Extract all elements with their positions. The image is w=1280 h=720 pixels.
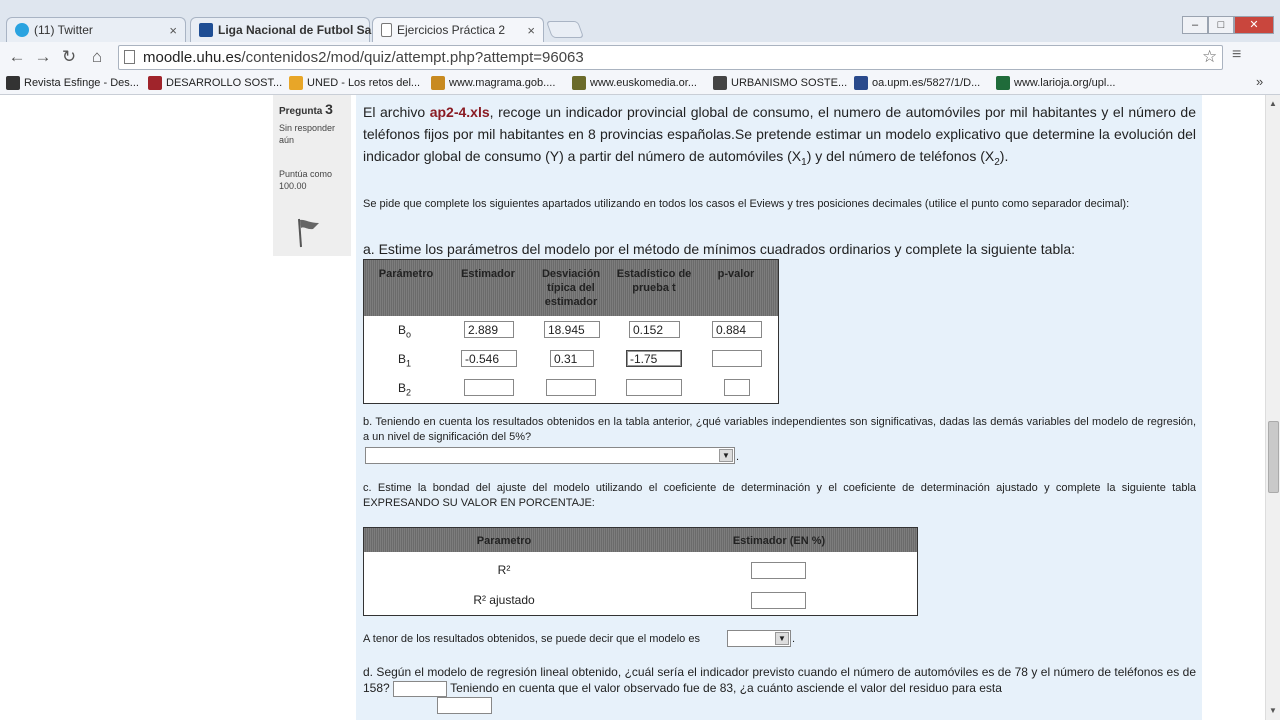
b1-estimador-input[interactable] [461, 350, 517, 367]
bookmark-label: www.larioja.org/upl... [1014, 77, 1116, 89]
bookmark-item[interactable] [854, 76, 980, 90]
football-site-icon [199, 23, 213, 37]
predicted-value-input[interactable] [393, 681, 447, 697]
bookmark-star-icon[interactable]: ☆ [1202, 47, 1218, 66]
file-link[interactable]: ap2-4.xls [429, 104, 490, 120]
bookmark-label: DESARROLLO SOST... [166, 77, 283, 89]
bookmark-favicon-icon [6, 76, 20, 90]
bookmark-favicon-icon [854, 76, 868, 90]
home-icon[interactable]: ⌂ [91, 47, 103, 66]
bookmark-item[interactable] [431, 76, 555, 90]
bookmark-favicon-icon [289, 76, 303, 90]
parameters-table [363, 259, 779, 404]
close-window-button[interactable]: ✕ [1234, 16, 1274, 34]
twitter-icon [15, 23, 29, 37]
b2-estimador-input[interactable] [464, 379, 514, 396]
row-label: R² [497, 563, 511, 577]
b0-pvalor-input[interactable] [712, 321, 762, 338]
bookmark-item[interactable] [6, 76, 139, 90]
tab-liga-futbol[interactable] [190, 17, 370, 42]
chevron-down-icon: ▼ [719, 449, 733, 462]
period-text: . [792, 633, 796, 645]
tab-strip [0, 0, 1280, 42]
address-bar[interactable] [118, 45, 1223, 70]
scroll-thumb[interactable] [1268, 421, 1279, 493]
page-info-icon[interactable] [124, 50, 135, 64]
new-tab-button[interactable] [546, 21, 584, 38]
bookmark-label: www.magrama.gob.... [449, 77, 556, 89]
close-tab-icon[interactable]: × [527, 22, 535, 38]
residual-input[interactable] [437, 697, 492, 714]
column-header: Desviación típica del estimador [541, 268, 601, 308]
bookmark-label: www.euskomedia.or... [590, 77, 697, 89]
goodness-of-fit-table [363, 527, 918, 616]
page-content [0, 95, 1265, 720]
b1-pvalor-input[interactable] [712, 350, 762, 367]
bookmark-label: oa.upm.es/5827/1/D... [872, 77, 981, 89]
column-header: p-valor [717, 268, 755, 280]
maximize-button[interactable]: □ [1208, 16, 1234, 34]
b1-t-input[interactable] [626, 350, 682, 367]
part-a-text: a. Estime los parámetros del modelo por el método de mínimos cuadrados ordinarios y complete la siguiente tabla: [363, 241, 1076, 257]
bookmark-favicon-icon [713, 76, 727, 90]
page-scrollbar[interactable] [1265, 95, 1280, 720]
page-icon [381, 23, 392, 37]
reload-icon[interactable]: ↻ [61, 47, 77, 66]
minimize-button[interactable]: – [1182, 16, 1208, 34]
instruction-text: Se pide que complete los siguientes apartados utilizando en todos los casos el Eviews y tres posiciones decimales (utilice el punto como separador decimal): [363, 198, 1130, 210]
part-c-text: c. Estime la bondad del ajuste del modelo utilizando el coeficiente de determinación y el coeficiente de determinación ajustado y complete la siguiente tabla EXPRESANDO SU VALOR EN PORCENTAJE: [363, 482, 1196, 509]
column-header: Estimador (EN %) [732, 535, 826, 547]
bookmark-item[interactable] [289, 76, 420, 90]
column-header: Estimador [461, 268, 515, 280]
bookmark-favicon-icon [996, 76, 1010, 90]
b0-t-input[interactable] [629, 321, 680, 338]
bookmark-label: UNED - Los retos del... [307, 77, 421, 89]
b1-desviacion-input[interactable] [550, 350, 594, 367]
row-label: R² ajustado [473, 593, 535, 607]
forward-icon[interactable]: → [34, 47, 52, 66]
column-header: Parametro [476, 535, 532, 547]
question-info-panel [273, 95, 351, 256]
b2-pvalor-input[interactable] [724, 379, 750, 396]
row-label: $B_o$ [398, 323, 412, 340]
bookmark-item[interactable] [148, 76, 282, 90]
question-content [356, 95, 1202, 720]
part-b-text: b. Teniendo en cuenta los resultados obtenidos en la tabla anterior, ¿qué variables independientes son significativas, dadas las demás variables del modelo de regresión, a un nivel de significación del 5%? [363, 416, 1196, 443]
part-b-select[interactable] [365, 447, 735, 464]
question-number: Pregunta 3 [279, 101, 333, 117]
bookmark-label: Revista Esfinge - Des... [24, 77, 139, 89]
flag-question-icon[interactable] [295, 217, 323, 249]
tab-title: Liga Nacional de Futbol Sa [218, 23, 372, 37]
bookmark-favicon-icon [148, 76, 162, 90]
b2-desviacion-input[interactable] [546, 379, 596, 396]
scroll-down-icon[interactable]: ▼ [1269, 706, 1277, 715]
menu-icon[interactable]: ≡ [1232, 46, 1242, 63]
bookmark-item[interactable] [996, 76, 1116, 90]
url-host: moodle.uhu.es [143, 49, 242, 66]
b0-desviacion-input[interactable] [544, 321, 600, 338]
row-label: $B_1$ [398, 352, 412, 369]
bookmark-item[interactable] [572, 76, 697, 90]
bookmark-favicon-icon [572, 76, 586, 90]
part-d-text: d. Según el modelo de regresión lineal obtenido, ¿cuál sería el indicador previsto cuando el número de automóviles es de 78 y el número de teléfonos es de 158? Teniendo en cuenta que el valor observado fue de 83, ¿a cuánto asciende el valor del residuo para esta [363, 665, 1196, 695]
bookmark-item[interactable] [713, 76, 847, 90]
url-path: /contenidos2/mod/quiz/attempt.php?attempt=96063 [241, 49, 584, 66]
row-label: $B_2$ [398, 381, 412, 398]
tab-title: (11) Twitter [34, 23, 93, 37]
tab-ejercicios[interactable] [372, 17, 544, 42]
tab-title: Ejercicios Práctica 2 [397, 23, 506, 37]
question-grade: Puntúa como 100.00 [279, 169, 333, 191]
part-c-followup-text: A tenor de los resultados obtenidos, se puede decir que el modelo es [363, 633, 700, 645]
question-status: Sin responder aún [279, 123, 336, 145]
model-quality-select[interactable] [727, 630, 791, 647]
back-icon[interactable]: ← [8, 47, 26, 66]
chevron-down-icon: ▼ [775, 632, 789, 645]
tab-twitter[interactable] [6, 17, 186, 42]
b0-estimador-input[interactable] [464, 321, 514, 338]
b2-t-input[interactable] [626, 379, 682, 396]
r2-input[interactable] [751, 562, 806, 579]
close-tab-icon[interactable]: × [169, 22, 177, 38]
bookmark-favicon-icon [431, 76, 445, 90]
bookmark-label: URBANISMO SOSTE... [731, 77, 848, 89]
bookmarks-bar [0, 72, 1280, 95]
r2-adjusted-input[interactable] [751, 592, 806, 609]
column-header: Parámetro [378, 268, 434, 280]
scroll-up-icon[interactable]: ▲ [1269, 99, 1277, 108]
period-text: . [736, 451, 740, 463]
more-bookmarks-icon[interactable]: » [1256, 74, 1264, 89]
question-intro: El archivo ap2-4.xls, recoge un indicador provincial global de consumo, el numero de automóviles por mil habitantes y el número de teléfonos fijos por mil habitantes en 8 provincias españolas.Se pretende estimar un modelo explicativo que determine la evolución del indicador global de consumo (Y) a partir del número de automóviles $(X_1)$ y del número de teléfonos $(X_2)$. [363, 104, 1197, 168]
column-header: Estadístico de prueba t [616, 268, 692, 294]
